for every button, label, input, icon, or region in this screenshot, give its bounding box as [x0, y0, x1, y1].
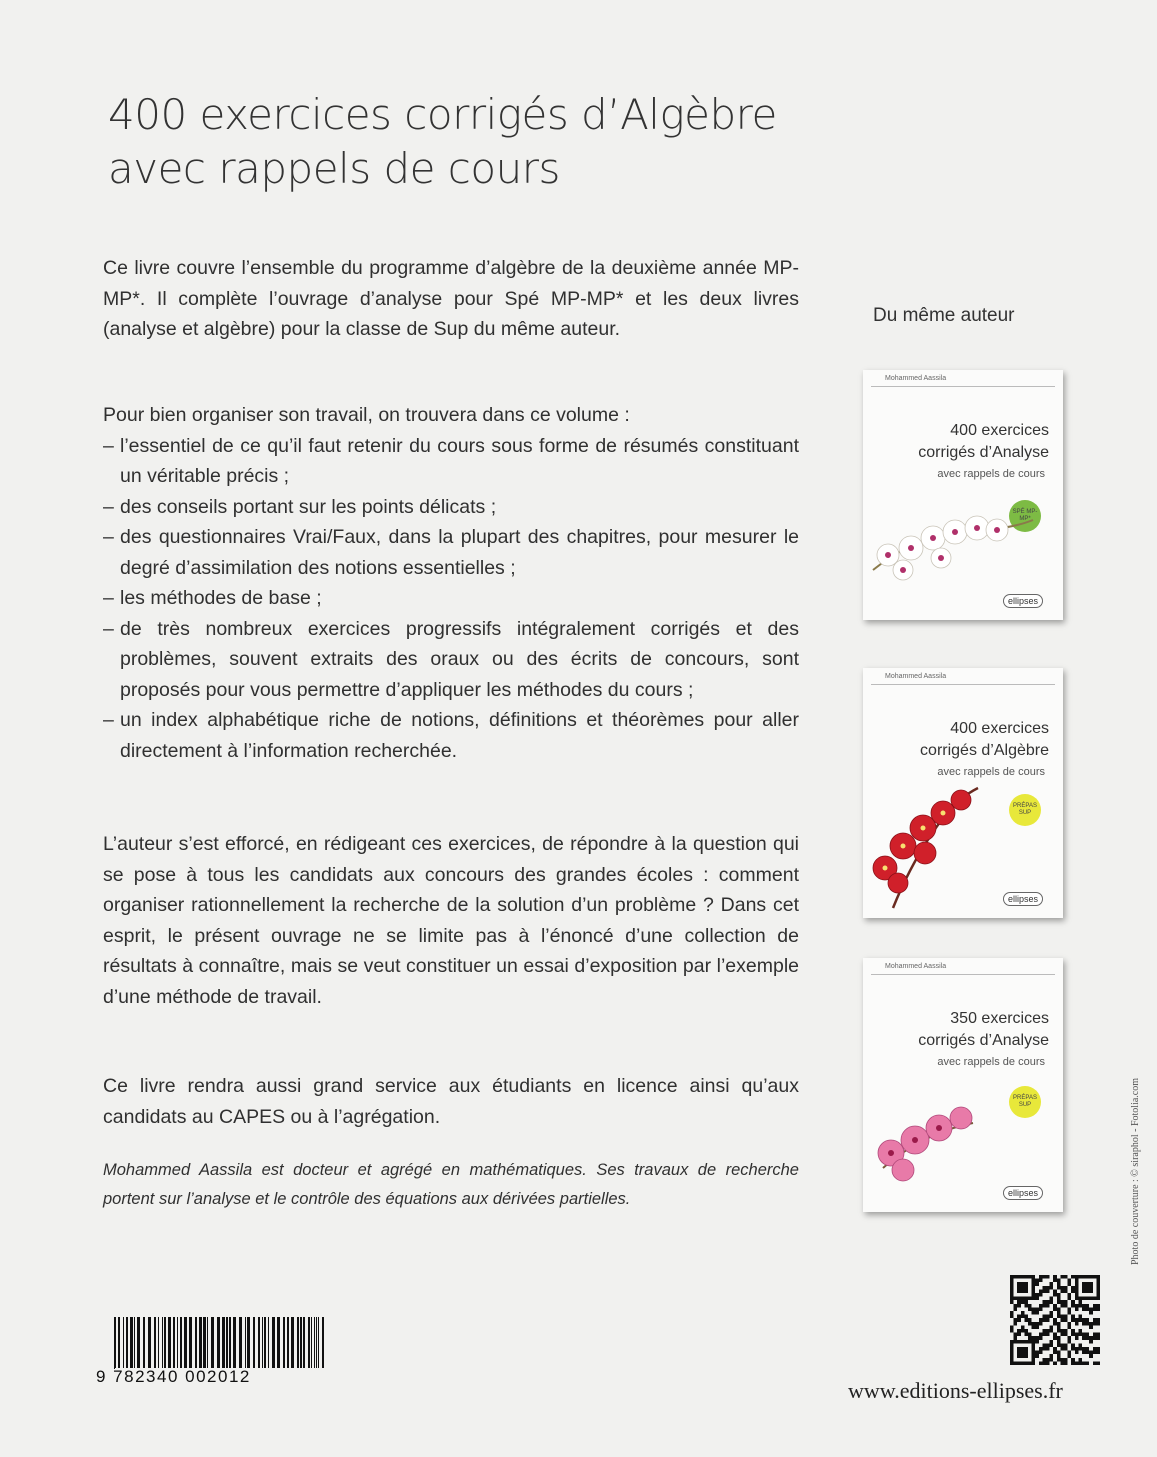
contents-lead: Pour bien organiser son travail, on trouvera dans ce volume :: [103, 404, 630, 426]
white-orchid-illustration: [863, 370, 1063, 620]
same-author-heading: Du même auteur: [873, 305, 1015, 326]
book-title-line-2: corrigés d’Analyse: [918, 444, 1049, 461]
title-line-2: avec rappels de cours: [108, 144, 560, 193]
book-title-line-1: 400 exercices: [950, 422, 1049, 439]
list-item: – de très nombreux exercices progressifs intégralement corrigés et des problèmes, souvent extraits des oraux ou des écrits de concours, sont proposés pour vous permettre d’appliquer les méthodes du cours ;: [103, 614, 799, 706]
book-author: Mohammed Aassila: [885, 963, 947, 970]
ellipses-logo: ellipses: [1003, 892, 1043, 906]
qr-code: [1010, 1275, 1100, 1365]
contents-list: [103, 431, 799, 767]
author-effort-paragraph: L’auteur s’est efforcé, en rédigeant ces exercices, de répondre à la question qui se pose à tous les candidats aux concours des grandes écoles : comment organiser rationnellement la recherche de la solution d’un problème ? Dans cet esprit, le présent ouvrage ne se limite pas à l’énoncé d’une collection de résultats à connaître, mais se veut constituer un essai d’exposition par l’exemple d’une méthode de travail.: [103, 833, 799, 1008]
badge-label: PRÉPAS SUP: [1013, 803, 1037, 816]
author-bio: Mohammed Aassila est docteur et agrégé en mathématiques. Ses travaux de recherche portent sur l’analyse et le contrôle des équations aux dérivées partielles.: [103, 1161, 799, 1208]
book-cover-algebre-sup: [863, 668, 1063, 918]
ellipses-logo: ellipses: [1003, 594, 1043, 608]
page-title: [108, 88, 888, 196]
book-title-line-2: corrigés d’Algèbre: [920, 742, 1049, 759]
book-title-line-1: 400 exercices: [950, 720, 1049, 737]
book-subtitle: avec rappels de cours: [937, 468, 1045, 480]
pink-orchid-illustration: [863, 958, 1063, 1212]
badge-label: PRÉPAS SUP: [1013, 1095, 1037, 1108]
title-line-1: 400 exercices corrigés d’Algèbre: [108, 90, 777, 139]
book-cover-analyse-spe: [863, 370, 1063, 620]
publisher-website: www.editions-ellipses.fr: [848, 1378, 1063, 1403]
list-item: – l’essentiel de ce qu’il faut retenir du cours sous forme de résumés constituant un véritable précis ;: [103, 431, 799, 492]
list-item: – des questionnaires Vrai/Faux, dans la plupart des chapitres, pour mesurer le degré d’assimilation des notions essentielles ;: [103, 522, 799, 583]
service-paragraph: Ce livre rendra aussi grand service aux étudiants en licence ainsi qu’aux candidats au CAPES ou à l’agrégation.: [103, 1075, 799, 1128]
list-item: – des conseils portant sur les points délicats ;: [103, 492, 799, 523]
photo-credit: Photo de couverture : © siraphol - Fotolia.com: [1130, 1077, 1141, 1265]
red-orchid-illustration: [863, 668, 1063, 918]
book-subtitle: avec rappels de cours: [937, 1056, 1045, 1068]
book-subtitle: avec rappels de cours: [937, 766, 1045, 778]
intro-paragraph: Ce livre couvre l’ensemble du programme d’algèbre de la deuxième année MP-MP*. Il complète l’ouvrage d’analyse pour Spé MP-MP* et les deux livres (analyse et algèbre) pour la classe de Sup du même auteur.: [103, 257, 799, 340]
book-title-line-2: corrigés d’Analyse: [918, 1032, 1049, 1049]
book-author: Mohammed Aassila: [885, 375, 947, 382]
badge-label: SPÉ MP-MP*: [1012, 509, 1038, 522]
book-title-line-1: 350 exercices: [950, 1010, 1049, 1027]
ellipses-logo: ellipses: [1003, 1186, 1043, 1200]
contents-section: [103, 400, 799, 766]
list-item: – un index alphabétique riche de notions, définitions et théorèmes pour aller directement à l’information recherchée.: [103, 705, 799, 766]
isbn-number: 9 782340 002012: [96, 1367, 251, 1386]
book-cover-350-analyse: [863, 958, 1063, 1212]
book-author: Mohammed Aassila: [885, 673, 947, 680]
list-item: – les méthodes de base ;: [103, 583, 799, 614]
